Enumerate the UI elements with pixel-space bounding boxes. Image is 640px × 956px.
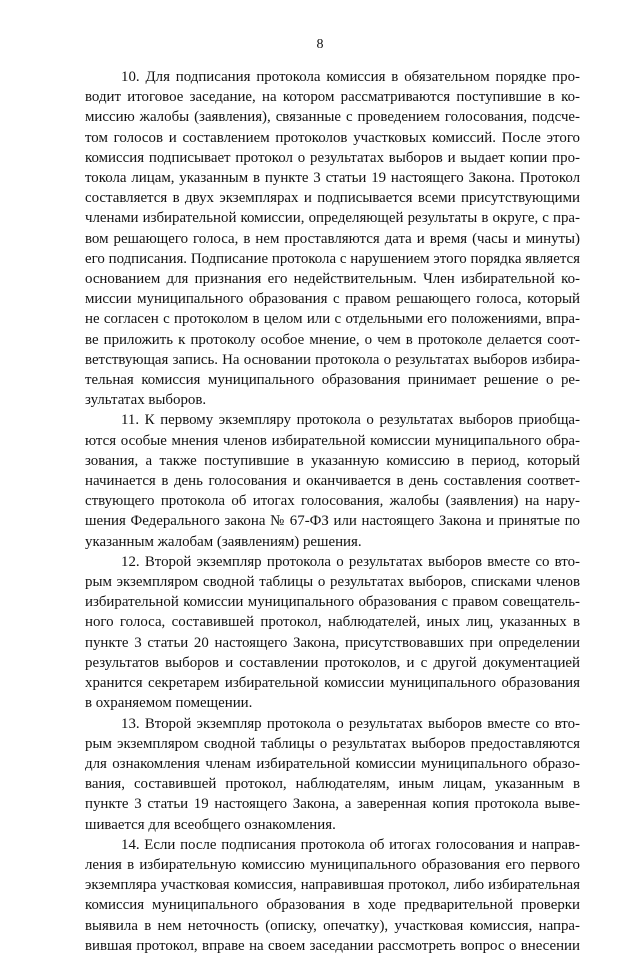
text-line: ного голоса, составившей протокол, наблюдателей, иных лиц, указанных в (85, 614, 580, 631)
text-line: 11. К первому экземпляру протокола о результатах выборов приобща- (121, 412, 580, 429)
text-line: ве приложить к протоколу особое мнение, о чем в протоколе делается соот- (85, 331, 580, 348)
text-line: вания, составившей протокол, наблюдателям, иным лицам, указанным в (85, 776, 580, 793)
text-line: том голосов и составлением протоколов участковых комиссий. После этого (85, 129, 580, 146)
paragraph-11 (85, 410, 580, 551)
text-line: миссии муниципального образования с правом решающего голоса, который (85, 291, 580, 308)
text-line: ления в избирательную комиссию муниципального образования его первого (85, 856, 580, 873)
paragraph-10 (85, 67, 580, 410)
text-line: зультатах выборов. (85, 392, 207, 409)
text-line: избирательной комиссии муниципального образования с правом совещатель- (85, 594, 580, 611)
text-line: ствующего протокола об итогах голосования, жалобы (заявления) на нару- (85, 493, 580, 510)
text-line: комиссия муниципального образования в ходе предварительной проверки (85, 897, 580, 914)
text-line: вившая протокол, вправе на своем заседании рассмотреть вопрос о внесении (85, 937, 580, 954)
text-line: токола лицам, указанным в пункте 3 статьи 19 настоящего Закона. Протокол (85, 170, 580, 187)
paragraph-14 (85, 835, 580, 956)
text-line: пункте 3 статьи 20 настоящего Закона, присутствовавших при определении (85, 634, 580, 651)
text-line: его подписания. Подписание протокола с нарушением этого порядка является (85, 250, 580, 267)
text-line: начинается в день голосования и оканчивается в день составления соответ- (85, 473, 580, 490)
text-line: ветствующая запись. На основании протокола о результатах выборов избира- (85, 351, 580, 368)
text-line: 13. Второй экземпляр протокола о результатах выборов вместе со вто- (121, 715, 580, 732)
text-line: 10. Для подписания протокола комиссия в обязательном порядке про- (121, 69, 580, 85)
text-line: шивается для всеобщего ознакомления. (85, 816, 336, 833)
text-line: результатов выборов и составлении протоколов, и с другой документацией (85, 654, 580, 671)
paragraph-12 (85, 552, 580, 714)
paragraph-13 (85, 714, 580, 835)
text-line: экземпляра участковая комиссия, направившая протокол, либо избирательная (85, 877, 580, 894)
text-line: вом решающего голоса, в нем проставляются дата и время (часы и минуты) (85, 230, 580, 247)
text-line: шения Федерального закона № 67-ФЗ или настоящего Закона и принятые по (85, 513, 580, 530)
text-line: водит итоговое заседание, на котором рассматриваются поступившие в ко- (85, 89, 580, 106)
page-number: 8 (316, 37, 324, 52)
text-line: выявила в нем неточность (описку, опечатку), участковая комиссия, напра- (85, 917, 580, 934)
text-line: рым экземпляром сводной таблицы о результатах выборов, списками членов (85, 574, 580, 591)
text-line: зования, а также поступившие в указанную комиссию в период, который (85, 452, 580, 469)
text-line: пункте 3 статьи 19 настоящего Закона, а заверенная копия протокола выве- (85, 796, 580, 813)
text-line: миссию жалобы (заявления), связанные с проведением голосования, подсче- (85, 109, 580, 126)
text-line: рым экземпляром сводной таблицы о результатах выборов предоставляются (85, 735, 580, 752)
text-line: для ознакомления членам избирательной комиссии муниципального образо- (85, 755, 580, 772)
text-line: тельная комиссия муниципального образования принимает решение о ре- (85, 372, 580, 389)
text-line: хранится секретарем избирательной комиссии муниципального образования (85, 675, 580, 692)
text-line: в охраняемом помещении. (85, 695, 253, 712)
text-line: ются особые мнения членов избирательной комиссии муниципального обра- (85, 432, 580, 449)
text-line: 14. Если после подписания протокола об итогах голосования и направ- (121, 836, 580, 853)
text-line: указанным жалобам (заявлениям) решения. (85, 533, 362, 550)
text-line: основанием для признания его недействительным. Член избирательной ко- (85, 271, 580, 288)
text-line: составляется в двух экземплярах и подписывается всеми присутствующими (85, 190, 580, 207)
document-body (85, 67, 580, 956)
text-line: членами избирательной комиссии, определяющей результаты в округе, с пра- (85, 210, 580, 227)
text-line: не согласен с протоколом в целом или с отдельными его положениями, впра- (85, 311, 580, 328)
text-line: 12. Второй экземпляр протокола о результатах выборов вместе со вто- (121, 553, 580, 570)
text-line: комиссия подписывает протокол о результатах выборов и выдает копии про- (85, 149, 580, 166)
